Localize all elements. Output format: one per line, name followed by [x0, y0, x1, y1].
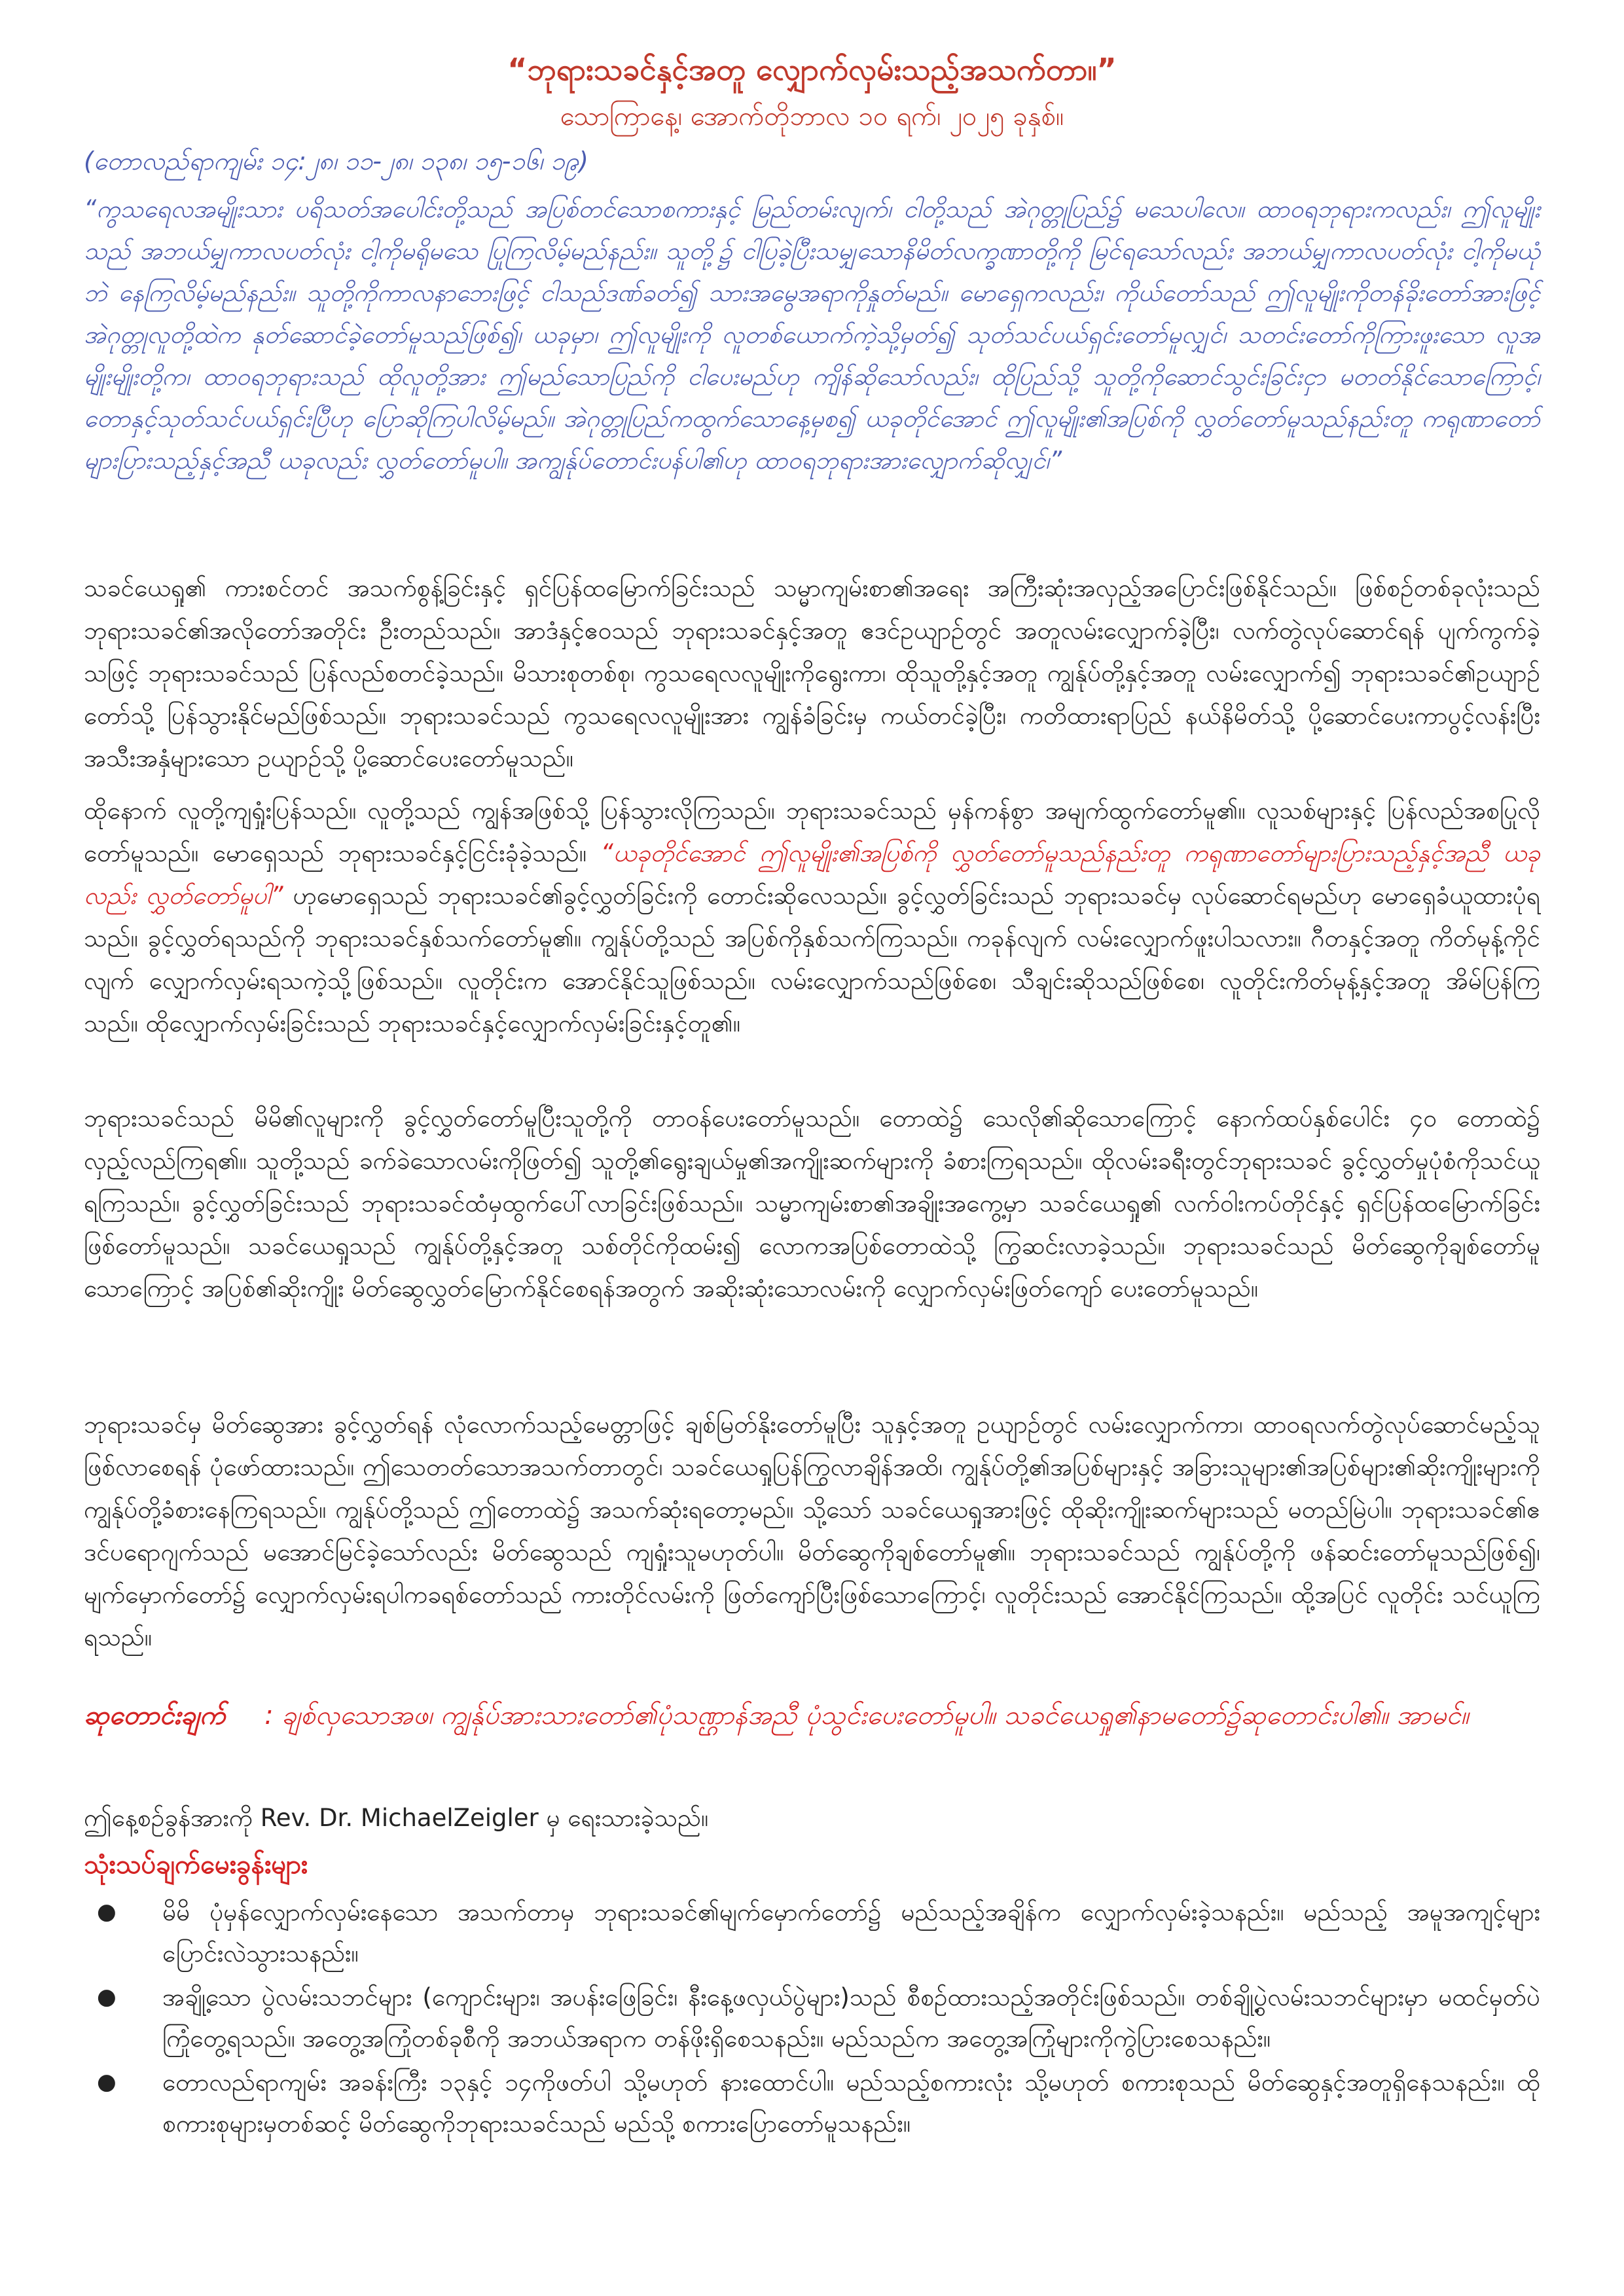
scripture-quote: “ကွသရေလအမျိုးသား ပရိသတ်အပေါင်းတို့သည် အပြစ်တင်သောစကားနှင့် မြည်တမ်းလျက်၊ ငါတို့သည် အဲဂုတ္တုပြည်၌ မသေပါလေ။ ထာဝရဘုရားကလည်း၊ ဤလူမျိုးသည် အဘယ်မျှကာလပတ်လုံး ငါ့ကိုမရိုမသေ ပြုကြလိမ့်မည်နည်း။ သူတို့၌ ငါပြခဲ့ပြီးသမျှသောနိမိတ်လက္ခဏာတို့ကို မြင်ရသော်လည်း အဘယ်မျှကာလပတ်လုံး ငါ့ကိုမယုံဘဲ နေကြလိမ့်မည်နည်း။ သူတို့ကိုကာလနာဘေးဖြင့် ငါသည်ဒဏ်ခတ်၍ သားအမွေအရာကိုနှုတ်မည်။ မောရှေကလည်း၊ ကိုယ်တော်သည် ဤလူမျိုးကိုတန်ခိုးတော်အားဖြင့် အဲဂုတ္တုလူတို့ထဲက နုတ်ဆောင်ခဲ့တော်မူသည်ဖြစ်၍၊ ယခုမှာ၊ ဤလူမျိုးကို လူတစ်ယောက်ကဲ့သို့မှတ်၍ သုတ်သင်ပယ်ရှင်းတော်မူလျှင်၊ သတင်းတော်ကိုကြားဖူးသော လူအမျိုးမျိုးတို့က၊ ထာဝရဘုရားသည် ထိုလူတို့အား ဤမည်သောပြည်ကို ငါပေးမည်ဟု ကျိန်ဆိုသော်လည်း၊ ထိုပြည်သို့ သူတို့ကိုဆောင်သွင်းခြင်းငှာ မတတ်နိုင်သောကြောင့်၊ တောနှင့်သုတ်သင်ပယ်ရှင်းပြီဟု ပြောဆိုကြပါလိမ့်မည်။ အဲဂုတ္တုပြည်ကထွက်သောနေ့မှစ၍ ယခုတိုင်အောင် ဤလူမျိုး၏အပြစ်ကို လွှတ်တော်မူသည်နည်းတူ ကရုဏာတော်များပြားသည့်နှင့်အညီ ယခုလည်း လွှတ်တော်မူပါ။ အကျွန်ုပ်တောင်းပန်ပါ၏ဟု ထာဝရဘုရားအားလျှောက်ဆိုလျှင်၊”	[84, 195, 1540, 475]
question-item	[84, 1892, 1540, 1974]
bullet-icon: ●	[97, 1984, 117, 2010]
bullet-icon: ●	[97, 1899, 117, 1925]
devotional-paragraph-3: ဘုရားသခင်သည် မိမိ၏လူများကို ခွင့်လွှတ်တော်မူပြီးသူတို့ကို တာဝန်ပေးတော်မူသည်။ တောထဲ၌ သေလို၏ဆိုသောကြောင့် နောက်ထပ်နှစ်ပေါင်း ၄၀ တောထဲ၌ လှည့်လည်ကြရ၏။ သူတို့သည် ခက်ခဲသောလမ်းကိုဖြတ်၍ သူတို့၏ရွေးချယ်မှု၏အကျိုးဆက်များကို ခံစားကြရသည်။ ထိုလမ်းခရီးတွင်ဘုရားသခင် ခွင့်လွှတ်မှုပုံစံကိုသင်ယူရကြသည်။ ခွင့်လွှတ်ခြင်းသည် ဘုရားသခင်ထံမှထွက်ပေါ်လာခြင်းဖြစ်သည်။ သမ္မာကျမ်းစာ၏အချိုးအကွေ့မှာ သခင်ယေရှု၏ လက်ဝါးကပ်တိုင်နှင့် ရှင်ပြန်ထမြောက်ခြင်းဖြစ်တော်မူသည်။ သခင်ယေရှုသည် ကျွန်ုပ်တို့နှင့်အတူ သစ်တိုင်ကိုထမ်း၍ လောကအပြစ်တောထဲသို့ ကြွဆင်းလာခဲ့သည်။ ဘုရားသခင်သည် မိတ်ဆွေကိုချစ်တော်မူသောကြောင့် အပြစ်၏ဆိုးကျိုး မိတ်ဆွေလွှတ်မြောက်နိုင်စေရန်အတွက် အဆိုးဆုံးသောလမ်းကို လျှောက်လှမ်းဖြတ်ကျော် ပေးတော်မူသည်။	[84, 1104, 1540, 1302]
author-credit: ဤနေ့စဉ်ခွန်အားကို Rev. Dr. MichaelZeigler မှ ရေးသားခဲ့သည်။	[84, 1804, 709, 1832]
document-title: “ဘုရားသခင်နှင့်အတူ လျှောက်လှမ်းသည့်အသက်တာ။”	[507, 52, 1117, 87]
questions-heading: သုံးသပ်ချက်မေးခွန်းများ	[84, 1850, 308, 1880]
question-text: အချို့သော ပွဲလမ်းသဘင်များ (ကျောင်းများ၊ အပန်းဖြေခြင်း၊ နီးနေ့ဖလှယ်ပွဲများ)သည် စီစဉ်ထားသည့်အတိုင်းဖြစ်သည်။ တစ်ချို့ပွဲလမ်းသဘင်များမှာ မထင်မှတ်ပဲ ကြုံတွေ့ရသည်။ အတွေ့အကြုံတစ်ခုစီကို အဘယ်အရာက တန်ဖိုးရှိစေသနည်း။ မည်သည်က အတွေ့အကြုံများကိုကွဲပြားစေသနည်း။	[162, 1983, 1540, 2053]
questions-list	[84, 1892, 1540, 2147]
prayer-label: ဆုတောင်းချက်	[84, 1700, 226, 1731]
question-item	[84, 1977, 1540, 2059]
paragraph-2-text-a: ထိုနောက် လူတို့ကျရှုံးပြန်သည်။ လူတို့သည် ကျွန်အဖြစ်သို့ ပြန်သွားလိုကြသည်။ ဘုရားသခင်သည် မှန်ကန်စွာ အမျက်ထွက်တော်မူ၏။ လူသစ်များနှင့် ပြန်လည်အစပြုလိုတော်မူသည်။ မောရှေသည် ဘုရားသခင်နှင့်ငြင်းခုံခဲ့သည်။	[84, 797, 1540, 867]
paragraph-2-text-b: ဟုမောရှေသည် ဘုရားသခင်၏ခွင့်လွှတ်ခြင်းကို တောင်းဆိုလေသည်။ ခွင့်လွှတ်ခြင်းသည် ဘုရားသခင်မှ လုပ်ဆောင်ရမည်ဟု မောရှေခံယူထားပုံရသည်။ ခွင့်လွှတ်ရသည်ကို ဘုရားသခင်နှစ်သက်တော်မူ၏။ ကျွန်ုပ်တို့သည် အပြစ်ကိုနှစ်သက်ကြသည်။ ကခုန်လျက် လမ်းလျှောက်ဖူးပါသလား။ ဂီတနှင့်အတူ ကိတ်မုန့်ကိုင်လျက် လျှောက်လှမ်းရသကဲ့သို့ဖြစ်သည်။ လူတိုင်းက အောင်နိုင်သူဖြစ်သည်။ လမ်းလျှောက်သည်ဖြစ်စေ၊ သီချင်းဆိုသည်ဖြစ်စေ၊ လူတိုင်းကိတ်မုန့်နှင့်အတူ အိမ်ပြန်ကြသည်။ ထိုလျှောက်လှမ်းခြင်းသည် ဘုရားသခင်နှင့်လျှောက်လှမ်းခြင်းနှင့်တူ၏။	[84, 882, 1540, 1037]
document-date: သောကြာနေ့၊ အောက်တိုဘာလ ၁၀ ရက်၊ ၂၀၂၅ ခုနှစ်။	[560, 101, 1064, 132]
devotional-paragraph-4: ဘုရားသခင်မှ မိတ်ဆွေအား ခွင့်လွှတ်ရန် လုံလောက်သည့်မေတ္တာဖြင့် ချစ်မြတ်နိုးတော်မူပြီး သူနှင့်အတူ ဥယျာဉ်တွင် လမ်းလျှောက်ကာ၊ ထာဝရလက်တွဲလုပ်ဆောင်မည့်သူ ဖြစ်လာစေရန် ပုံဖော်ထားသည်။ ဤသေတတ်သောအသက်တာတွင်၊ သခင်ယေရှုပြန်ကြွလာချိန်အထိ၊ ကျွန်ုပ်တို့၏အပြစ်များနှင့် အခြားသူများ၏အပြစ်များ၏ဆိုးကျိုးများကို ကျွန်ုပ်တို့ခံစားနေကြရသည်။ ကျွန်ုပ်တို့သည် ဤတောထဲ၌ အသက်ဆုံးရတော့မည်။ သို့သော် သခင်ယေရှုအားဖြင့် ထိုဆိုးကျိုးဆက်များသည် မတည်မြဲပါ။ ဘုရားသခင်၏ဧဒင်ပရောဂျက်သည် မအောင်မြင်ခဲ့သော်လည်း မိတ်ဆွေသည် ကျရှုံးသူမဟုတ်ပါ။ မိတ်ဆွေကိုချစ်တော်မူ၏။ ဘုရားသခင်သည် ကျွန်ုပ်တို့ကို ဖန်ဆင်းတော်မူသည်ဖြစ်၍၊ မျက်မှောက်တော်၌ လျှောက်လှမ်းရပါကခရစ်တော်သည် ကားတိုင်လမ်းကို ဖြတ်ကျော်ပြီးဖြစ်သောကြောင့်၊ လူတိုင်းသည် အောင်နိုင်ကြသည်။ ထို့အပြင် လူတိုင်း သင်ယူကြရသည်။	[84, 1410, 1540, 1651]
paragraph-2-red-quote: “ယခုတိုင်အောင် ဤလူမျိုး၏အပြစ်ကို လွှတ်တော်မူသည်နည်းတူ ကရုဏာတော်များပြားသည့်နှင့်အညီ ယခုလည်း လွှတ်တော်မူပါ”	[84, 839, 1540, 910]
devotional-paragraph-1: သခင်ယေရှု၏ ကားစင်တင် အသက်စွန့်ခြင်းနှင့် ရှင်ပြန်ထမြောက်ခြင်းသည် သမ္မာကျမ်းစာ၏အရေး အကြီးဆုံးအလှည့်အပြောင်းဖြစ်နိုင်သည်။ ဖြစ်စဉ်တစ်ခုလုံးသည် ဘုရားသခင်၏အလိုတော်အတိုင်း ဦးတည်သည်။ အာဒံနှင့်ဧဝသည် ဘုရားသခင်နှင့်အတူ ဧဒင်ဥယျာဉ်တွင် အတူလမ်းလျှောက်ခဲ့ပြီး၊ လက်တွဲလုပ်ဆောင်ရန် ပျက်ကွက်ခဲ့သဖြင့် ဘုရားသခင်သည် ပြန်လည်စတင်ခဲ့သည်။ မိသားစုတစ်စု၊ ကွသရေလလူမျိုးကိုရွေးကာ၊ ထိုသူတို့နှင့်အတူ ကျွန်ုပ်တို့နှင့်အတူ လမ်းလျှောက်၍ ဘုရားသခင်၏ဥယျာဉ်တော်သို့ ပြန်သွားနိုင်မည်ဖြစ်သည်။ ဘုရားသခင်သည် ကွသရေလလူမျိုးအား ကျွန်ခံခြင်းမှ ကယ်တင်ခဲ့ပြီး၊ ကတိထားရာပြည် နယ်နိမိတ်သို့ ပို့ဆောင်ပေးကာပွင့်လန်းပြီး အသီးအနှံများသော ဥယျာဉ်သို့ ပို့ဆောင်ပေးတော်မူသည်။	[84, 574, 1540, 772]
scripture-reference: (တောလည်ရာကျမ်း ၁၄:၂၈၊ ၁၁-၂၈၊ ၁၃၈၊ ၁၅-၁၆၊ ၁၉)	[84, 147, 588, 175]
question-text: မိမိ ပုံမှန်လျှောက်လှမ်းနေသော အသက်တာမှ ဘုရားသခင်၏မျက်မှောက်တော်၌ မည်သည့်အချိန်က လျှောက်လှမ်းခဲ့သနည်း။ မည်သည့် အမူအကျင့်များ ပြောင်းလဲသွားသနည်း။	[162, 1898, 1540, 1967]
question-item	[84, 2062, 1540, 2144]
bullet-icon: ●	[97, 2069, 117, 2095]
question-text: တောလည်ရာကျမ်း အခန်းကြီး ၁၃နှင့် ၁၄ကိုဖတ်ပါ သို့မဟုတ် နားထောင်ပါ။ မည်သည့်စကားလုံး သို့မဟုတ် စကားစုသည် မိတ်ဆွေနှင့်အတူရှိနေသနည်း။ ထိုစကားစုများမှတစ်ဆင့် မိတ်ဆွေကိုဘုရားသခင်သည် မည်သို့ စကားပြောတော်မူသနည်း။	[162, 2068, 1540, 2138]
prayer-block	[84, 1690, 1540, 1741]
devotional-paragraph-2	[84, 789, 1540, 1045]
prayer-text: : ချစ်လှသောအဖ၊ ကျွန်ုပ်အားသားတော်၏ပုံသဏ္ဌာန်အညီ ပုံသွင်းပေးတော်မူပါ။ သခင်ယေရှု၏နာမတော်၌ဆုတောင်းပါ၏။ အာမင်။	[264, 1700, 1469, 1731]
